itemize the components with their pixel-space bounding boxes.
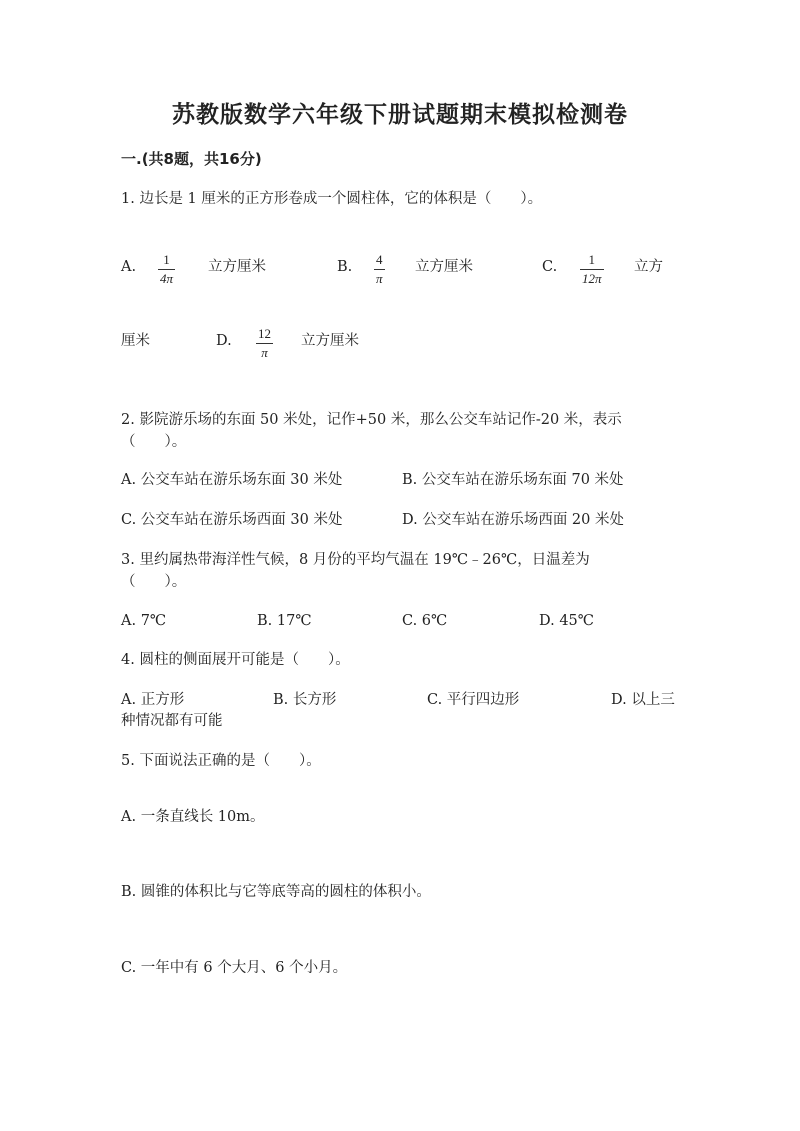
fraction-denominator: 4π <box>160 271 174 286</box>
q1-option-d-fraction <box>256 326 273 360</box>
question-2-stem-cont: （ ）。 <box>121 434 187 450</box>
question-1-stem: 1. 边长是 1 厘米的正方形卷成一个圆柱体，它的体积是（ ）。 <box>121 191 543 207</box>
question-2-stem: 2. 影院游乐场的东面 50 米处，记作+50 米，那么公交车站记作-20 米，表示 <box>121 412 622 428</box>
q3-option-c: C. 6℃ <box>402 613 448 629</box>
q3-option-a: A. 7℃ <box>121 613 167 629</box>
q1-option-c-letter: C. <box>542 259 558 275</box>
q1-option-c-fraction <box>580 252 604 286</box>
q1-option-a-unit: 立方厘米 <box>208 259 266 275</box>
fraction-bar <box>158 269 175 270</box>
fraction-numerator: 1 <box>163 252 170 267</box>
fraction-numerator: 12 <box>258 326 271 341</box>
q4-option-d: D. 以上三 <box>611 692 675 708</box>
q1-option-d-unit: 立方厘米 <box>301 333 359 349</box>
q5-option-b: B. 圆锥的体积比与它等底等高的圆柱的体积小。 <box>121 884 431 900</box>
q2-option-c: C. 公交车站在游乐场西面 30 米处 <box>121 512 343 528</box>
page-title: 苏教版数学六年级下册试题期末模拟检测卷 <box>172 102 628 128</box>
q2-option-a: A. 公交车站在游乐场东面 30 米处 <box>121 472 343 488</box>
fraction-bar <box>374 269 385 270</box>
q2-option-d: D. 公交车站在游乐场西面 20 米处 <box>402 512 624 528</box>
q1-option-c-unit-wrap: 厘米 <box>121 333 150 349</box>
section-heading: 一.(共8题，共16分) <box>121 150 262 168</box>
q4-option-a: A. 正方形 <box>121 692 185 708</box>
fraction-numerator: 4 <box>376 252 383 267</box>
q3-option-b: B. 17℃ <box>257 613 312 629</box>
q1-option-b-unit: 立方厘米 <box>415 259 473 275</box>
q5-option-a: A. 一条直线长 10m。 <box>121 809 265 825</box>
q4-option-d-wrap: 种情况都有可能 <box>121 713 223 729</box>
fraction-numerator: 1 <box>588 252 595 267</box>
q4-option-b: B. 长方形 <box>273 692 337 708</box>
fraction-bar <box>256 343 273 344</box>
fraction-bar <box>580 269 604 270</box>
q4-option-c: C. 平行四边形 <box>427 692 520 708</box>
q1-option-d-letter: D. <box>216 333 232 349</box>
q3-option-d: D. 45℃ <box>539 613 594 629</box>
q1-option-a-letter: A. <box>121 259 137 275</box>
q1-option-b-fraction <box>374 252 385 286</box>
q1-option-b-letter: B. <box>337 259 353 275</box>
q1-option-c-unit: 立方 <box>634 259 663 275</box>
question-3-stem-cont: （ ）。 <box>121 574 187 590</box>
question-3-stem: 3. 里约属热带海洋性气候，8 月份的平均气温在 19℃﹣26℃，日温差为 <box>121 552 590 568</box>
q2-option-b: B. 公交车站在游乐场东面 70 米处 <box>402 472 624 488</box>
fraction-denominator: π <box>261 345 268 360</box>
q5-option-c: C. 一年中有 6 个大月、6 个小月。 <box>121 960 348 976</box>
question-5-stem: 5. 下面说法正确的是（ ）。 <box>121 753 321 769</box>
fraction-denominator: π <box>376 271 383 286</box>
fraction-denominator: 12π <box>582 271 602 286</box>
q1-option-a-fraction <box>158 252 175 286</box>
question-4-stem: 4. 圆柱的侧面展开可能是（ ）。 <box>121 652 350 668</box>
